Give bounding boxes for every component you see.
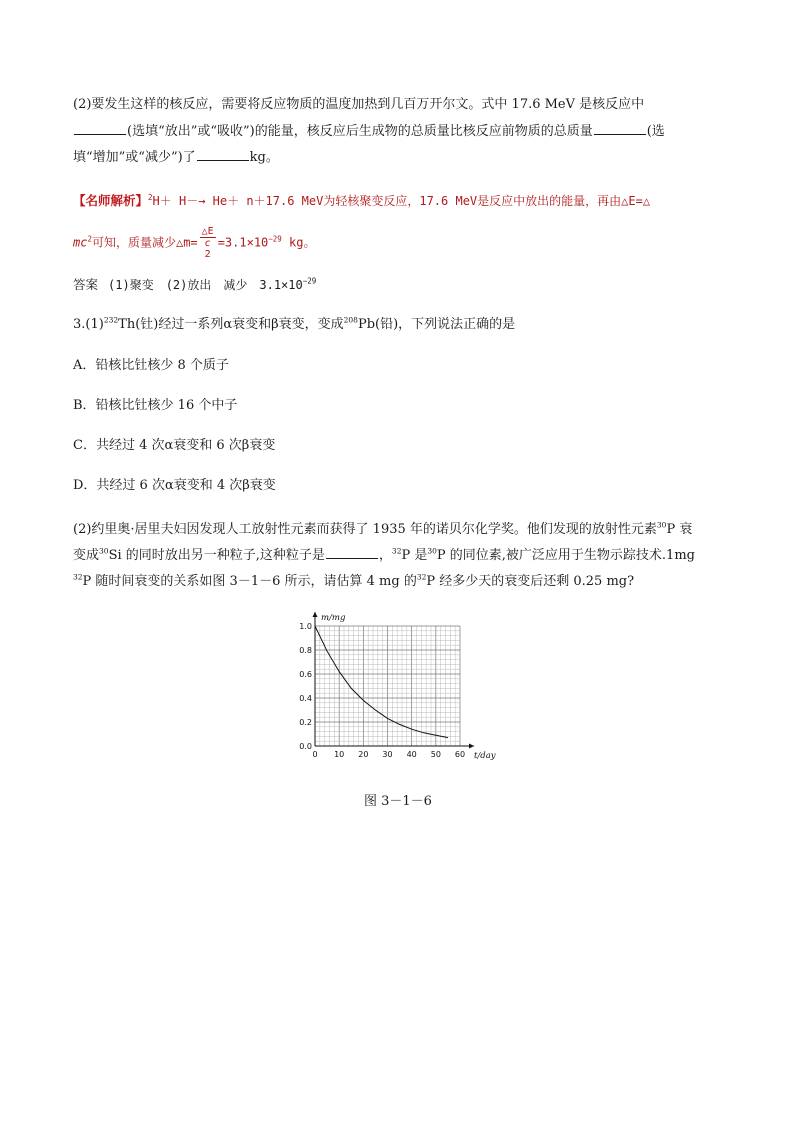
part2-text: P 经多少天的衰变后还剩 0.25 mg? bbox=[426, 574, 635, 589]
part2-text: Si 的同时放出另一种粒子,这种粒子是 bbox=[108, 548, 325, 563]
question-number: 3.(1) bbox=[73, 317, 104, 332]
para2-line3-unit: kg。 bbox=[249, 150, 279, 165]
analysis-value: =3.1×10 bbox=[217, 235, 269, 250]
y-axis-label: m/mg bbox=[321, 613, 346, 623]
analysis-line2 bbox=[73, 226, 316, 260]
superscript: 2 bbox=[87, 234, 92, 244]
x-tick-label: 50 bbox=[430, 750, 441, 759]
part2-text: ， bbox=[378, 548, 392, 563]
figure-caption: 图 3－1－6 bbox=[364, 794, 432, 809]
y-axis-arrow bbox=[313, 612, 318, 617]
analysis-text: 可知，质量减少△m= bbox=[91, 235, 198, 250]
fraction-numerator: △E bbox=[201, 226, 214, 237]
part2-line3 bbox=[73, 573, 634, 591]
answer-blank[interactable] bbox=[74, 122, 126, 135]
mass-number: 32 bbox=[416, 572, 427, 582]
y-tick-label: 0.4 bbox=[299, 694, 312, 703]
exponent: −29 bbox=[268, 234, 282, 244]
answer-line bbox=[73, 276, 316, 295]
analysis-mc: mc bbox=[73, 235, 88, 250]
option-c[interactable]: C．共经过 4 次α衰变和 6 次β衰变 bbox=[73, 438, 276, 453]
para2-line3-text: 填“增加”或“减少”)了 bbox=[73, 150, 196, 165]
para2-line1: (2)要发生这样的核反应，需要将反应物质的温度加热到几百万开尔文。式中 17.6 MeV 是核反应中 bbox=[73, 97, 645, 112]
para2-line2-end: (选 bbox=[646, 124, 665, 139]
lead-mass-number: 208 bbox=[343, 315, 358, 325]
option-a[interactable]: A．铅核比钍核少 8 个质子 bbox=[73, 358, 229, 373]
part2-text-end: P 衰 bbox=[666, 522, 693, 537]
fraction-denominator bbox=[200, 238, 216, 260]
x-tick-label: 60 bbox=[454, 750, 466, 759]
fraction-den-text: c bbox=[204, 238, 211, 249]
exponent: −29 bbox=[302, 276, 317, 286]
mass-number: 30 bbox=[656, 520, 667, 530]
answer-blank[interactable] bbox=[594, 122, 646, 135]
part2-text: 变成 bbox=[73, 548, 100, 563]
y-tick-label: 1.0 bbox=[299, 622, 312, 631]
answer-text: (1)聚变 (2)放出 减少 3.1×10 bbox=[108, 278, 303, 292]
mass-number: 30 bbox=[99, 546, 109, 556]
part2-text: P 随时间衰变的关系如图 3－1－6 所示，请估算 4 mg 的 bbox=[82, 574, 417, 589]
mass-number: 30 bbox=[427, 546, 437, 556]
x-tick-label: 10 bbox=[334, 750, 345, 759]
analysis-line1 bbox=[73, 192, 650, 211]
x-tick-label: 0 bbox=[312, 750, 318, 759]
question3-stem bbox=[73, 316, 515, 334]
y-tick-label: 0.2 bbox=[299, 718, 312, 727]
y-tick-label: 0.6 bbox=[299, 670, 312, 679]
mass-number: 32 bbox=[73, 572, 83, 582]
analysis-equation bbox=[148, 194, 650, 208]
x-tick-label: 20 bbox=[358, 750, 369, 759]
part2-text: (2)约里奥·居里夫妇因发现人工放射性元素而获得了 1935 年的诺贝尔化学奖。他们发现的放射性元素 bbox=[73, 522, 657, 537]
para2-line2 bbox=[73, 122, 665, 141]
superscript: 2 bbox=[148, 193, 153, 202]
analysis-tag: 【名师解析】 bbox=[73, 193, 149, 208]
question-stem-end: Pb(铅)，下列说法正确的是 bbox=[357, 317, 516, 332]
question-stem-text: Th(钍)经过一系列α衰变和β衰变，变成 bbox=[118, 317, 344, 332]
fraction bbox=[200, 226, 216, 260]
x-axis-arrow bbox=[469, 744, 474, 749]
superscript: 2 bbox=[204, 249, 211, 260]
mass-number: 32 bbox=[391, 546, 402, 556]
option-b[interactable]: B．铅核比钍核少 16 个中子 bbox=[73, 398, 238, 413]
option-d[interactable]: D．共经过 6 次α衰变和 4 次β衰变 bbox=[73, 478, 276, 493]
part2-text: P 的同位素,被广泛应用于生物示踪技术.1mg bbox=[436, 548, 695, 563]
decay-curve bbox=[315, 626, 448, 738]
part2-line1 bbox=[73, 521, 692, 539]
para2-line3 bbox=[73, 148, 279, 167]
x-tick-label: 40 bbox=[406, 750, 417, 759]
x-axis-label: t/day bbox=[474, 751, 496, 761]
analysis-equation-text: H＋ H－→ He＋ n＋17.6 MeV为轻核聚变反应，17.6 MeV是反应中放出的能量，再由△E=△ bbox=[152, 194, 651, 208]
x-tick-label: 30 bbox=[382, 750, 393, 759]
y-tick-label: 0.0 bbox=[299, 742, 312, 751]
answer-blank[interactable] bbox=[197, 148, 249, 161]
part2-text: P 是 bbox=[401, 548, 428, 563]
para2-line2-text: (选填“放出”或“吸收”)的能量，核反应后生成物的总质量比核反应前物质的总质量 bbox=[127, 124, 593, 139]
analysis-unit: kg。 bbox=[281, 235, 316, 250]
part2-line2 bbox=[73, 546, 695, 565]
answer-label: 答案 bbox=[73, 277, 99, 292]
thorium-mass-number: 232 bbox=[103, 315, 119, 325]
decay-chart bbox=[292, 608, 512, 768]
y-tick-label: 0.8 bbox=[299, 646, 312, 655]
answer-blank[interactable] bbox=[326, 546, 378, 559]
